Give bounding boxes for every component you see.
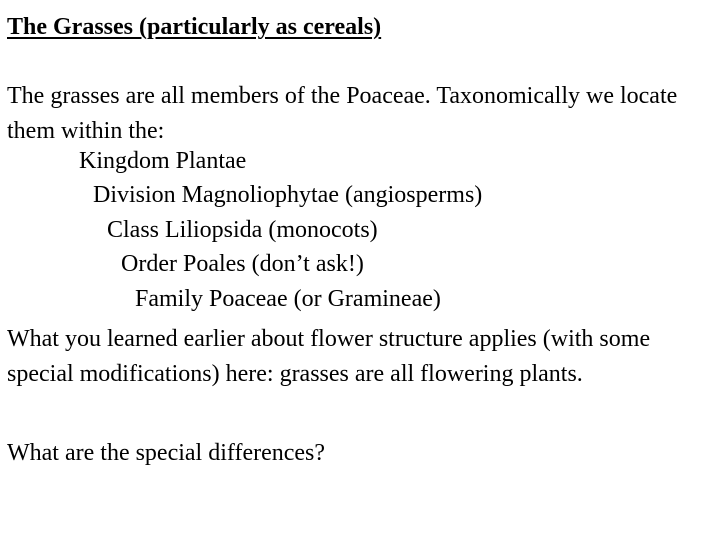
taxonomy-family: Family Poaceae (or Gramineae) [135, 286, 441, 312]
intro-paragraph: The grasses are all members of the Poaceae. Taxonomically we locate them within the: [7, 83, 678, 144]
question-paragraph: What are the special differences? [7, 440, 326, 466]
taxonomy-order: Order Poales (don’t ask!) [121, 251, 364, 277]
taxonomy-class: Class Liliopsida (monocots) [107, 217, 378, 243]
taxonomy-kingdom: Kingdom Plantae [79, 148, 247, 174]
flower-structure-paragraph: What you learned earlier about flower structure applies (with some special modifications) here: grasses are all flowering plants. [7, 326, 651, 387]
taxonomy-division: Division Magnoliophytae (angiosperms) [93, 182, 483, 208]
slide-title: The Grasses (particularly as cereals) [7, 14, 382, 40]
